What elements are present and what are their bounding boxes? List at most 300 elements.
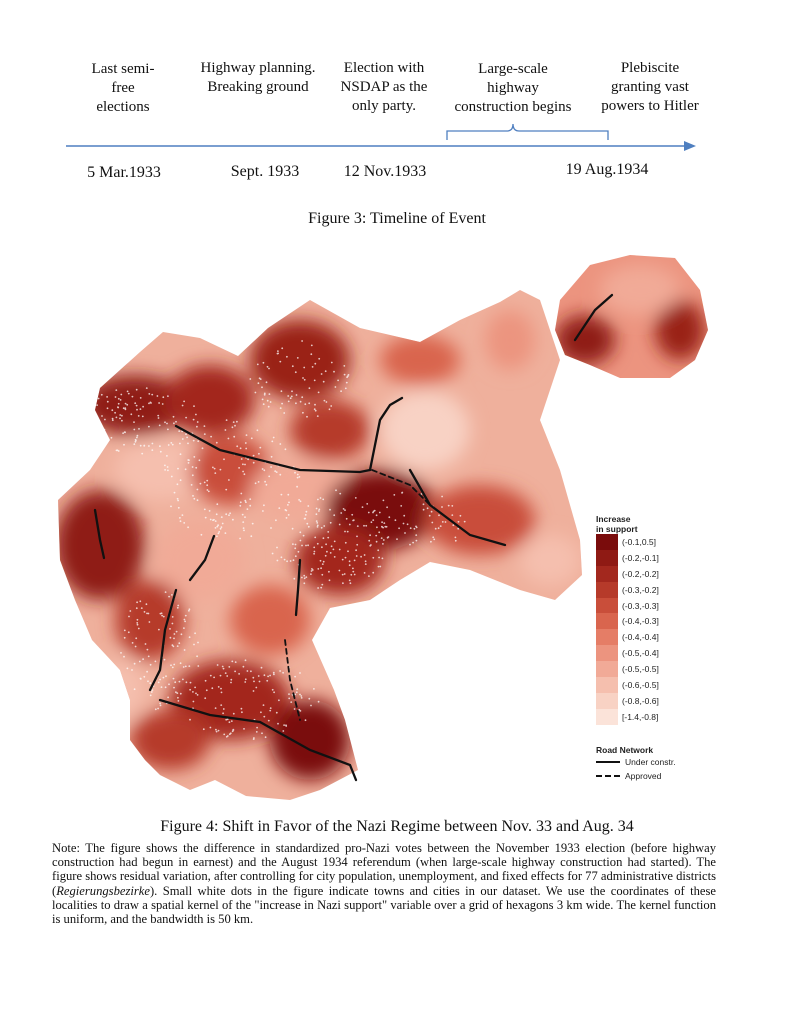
town-dot (192, 474, 194, 476)
town-dot (107, 407, 109, 409)
town-dot (276, 712, 278, 714)
town-dot (460, 515, 462, 517)
town-dot (195, 467, 197, 469)
map-legend (596, 514, 676, 783)
town-dot (269, 710, 271, 712)
town-dot (333, 549, 335, 551)
town-dot (140, 408, 142, 410)
town-dot (170, 664, 172, 666)
town-dot (441, 496, 443, 498)
town-dot (347, 375, 349, 377)
town-dot (383, 539, 385, 541)
town-dot (243, 530, 245, 532)
town-dot (203, 728, 205, 730)
town-dot (179, 681, 181, 683)
town-dot (345, 557, 347, 559)
town-dot (206, 480, 208, 482)
legend-bin (596, 598, 676, 614)
town-dot (241, 711, 243, 713)
legend-bin (596, 693, 676, 709)
town-dot (111, 437, 113, 439)
town-dot (302, 377, 304, 379)
town-dot (220, 704, 222, 706)
town-dot (228, 438, 230, 440)
town-dot (245, 678, 247, 680)
town-dot (193, 701, 195, 703)
town-dot (173, 422, 175, 424)
town-dot (403, 515, 405, 517)
town-dot (211, 687, 213, 689)
town-dot (270, 401, 272, 403)
town-dot (231, 720, 233, 722)
town-dot (464, 521, 466, 523)
town-dot (309, 387, 311, 389)
event-plebiscite: Plebiscite granting vast powers to Hitler (601, 60, 699, 114)
town-dot (349, 560, 351, 562)
town-dot (234, 425, 236, 427)
town-dot (132, 396, 134, 398)
town-dot (458, 521, 460, 523)
town-dot (381, 521, 383, 523)
town-dot (243, 527, 245, 529)
town-dot (210, 727, 212, 729)
town-dot (123, 407, 125, 409)
town-dot (438, 514, 440, 516)
town-dot (226, 736, 228, 738)
town-dot (318, 358, 320, 360)
town-dot (173, 678, 175, 680)
town-dot (193, 644, 195, 646)
town-dot (303, 535, 305, 537)
event-highway-planning: Highway planning. Breaking ground (200, 60, 316, 95)
town-dot (269, 393, 271, 395)
town-dot (200, 483, 202, 485)
town-dot (194, 687, 196, 689)
town-dot (318, 392, 320, 394)
town-dot (409, 544, 411, 546)
town-dot (314, 363, 316, 365)
town-dot (301, 396, 303, 398)
town-dot (285, 510, 287, 512)
town-dot (115, 396, 117, 398)
town-dot (262, 468, 264, 470)
town-dot (378, 531, 380, 533)
town-dot (368, 540, 370, 542)
town-dot (288, 698, 290, 700)
town-dot (279, 443, 281, 445)
town-dot (255, 482, 257, 484)
town-dot (320, 587, 322, 589)
town-dot (98, 398, 100, 400)
town-dot (181, 633, 183, 635)
town-dot (133, 421, 135, 423)
town-dot (132, 642, 134, 644)
town-dot (363, 525, 365, 527)
town-dot (313, 547, 315, 549)
town-dot (281, 403, 283, 405)
town-dot (345, 542, 347, 544)
town-dot (165, 591, 167, 593)
legend-bin-label: [-1.4,-0.8] (622, 711, 659, 722)
town-dot (320, 567, 322, 569)
town-dot (267, 676, 269, 678)
town-dot (149, 682, 151, 684)
town-dot (188, 459, 190, 461)
town-dot (429, 515, 431, 517)
town-dot (229, 512, 231, 514)
figure4-caption: Figure 4: Shift in Favor of the Nazi Regime between Nov. 33 and Aug. 34 (160, 818, 634, 835)
town-dot (294, 547, 296, 549)
town-dot (298, 709, 300, 711)
town-dot (208, 491, 210, 493)
town-dot (372, 572, 374, 574)
town-dot (369, 545, 371, 547)
town-dot (306, 416, 308, 418)
town-dot (101, 415, 103, 417)
town-dot (136, 409, 138, 411)
town-dot (177, 697, 179, 699)
town-dot (233, 713, 235, 715)
town-dot (288, 401, 290, 403)
town-dot (247, 670, 249, 672)
town-dot (263, 704, 265, 706)
town-dot (210, 519, 212, 521)
town-dot (440, 525, 442, 527)
town-dot (379, 566, 381, 568)
legend-bin-label: (-0.5,-0.4] (622, 648, 659, 659)
town-dot (158, 402, 160, 404)
town-dot (120, 399, 122, 401)
town-dot (149, 621, 151, 623)
town-dot (296, 394, 298, 396)
town-dot (244, 464, 246, 466)
town-dot (225, 429, 227, 431)
town-dot (352, 568, 354, 570)
town-dot (364, 572, 366, 574)
town-dot (184, 621, 186, 623)
town-dot (335, 386, 337, 388)
town-dot (164, 465, 166, 467)
town-dot (343, 365, 345, 367)
town-dot (274, 470, 276, 472)
town-dot (317, 526, 319, 528)
town-dot (283, 724, 285, 726)
town-dot (372, 557, 374, 559)
town-dot (386, 526, 388, 528)
town-dot (169, 628, 171, 630)
town-dot (297, 357, 299, 359)
town-dot (246, 434, 248, 436)
legend-bin-label: (-0.2,-0.1] (622, 552, 659, 563)
town-dot (261, 732, 263, 734)
town-dot (330, 522, 332, 524)
town-dot (174, 492, 176, 494)
town-dot (342, 582, 344, 584)
town-dot (133, 429, 135, 431)
town-dot (307, 544, 309, 546)
town-dot (329, 579, 331, 581)
town-dot (295, 371, 297, 373)
town-dot (220, 528, 222, 530)
town-dot (250, 535, 252, 537)
town-dot (325, 543, 327, 545)
town-dot (193, 456, 195, 458)
town-dot (168, 596, 170, 598)
town-dot (173, 687, 175, 689)
town-dot (372, 512, 374, 514)
town-dot (134, 402, 136, 404)
town-dot (299, 672, 301, 674)
town-dot (240, 501, 242, 503)
town-dot (207, 489, 209, 491)
town-dot (94, 432, 96, 434)
town-dot (310, 705, 312, 707)
town-dot (238, 467, 240, 469)
town-dot (345, 388, 347, 390)
town-dot (263, 403, 265, 405)
town-dot (183, 627, 185, 629)
town-dot (214, 468, 216, 470)
town-dot (241, 458, 243, 460)
town-dot (268, 720, 270, 722)
town-dot (349, 524, 351, 526)
town-dot (306, 511, 308, 513)
town-dot (263, 716, 265, 718)
date-nov-1933: 12 Nov.1933 (343, 163, 427, 180)
town-dot (197, 499, 199, 501)
town-dot (112, 418, 114, 420)
town-dot (204, 425, 206, 427)
legend-swatch (596, 566, 618, 582)
town-dot (176, 692, 178, 694)
town-dot (257, 429, 259, 431)
town-dot (213, 677, 215, 679)
town-dot (161, 686, 163, 688)
town-dot (263, 362, 265, 364)
town-dot (318, 701, 320, 703)
town-dot (177, 607, 179, 609)
town-dot (383, 522, 385, 524)
town-dot (195, 693, 197, 695)
town-dot (333, 371, 335, 373)
town-dot (379, 512, 381, 514)
town-dot (268, 368, 270, 370)
town-dot (262, 510, 264, 512)
town-dot (196, 655, 198, 657)
town-dot (204, 482, 206, 484)
town-dot (213, 519, 215, 521)
town-dot (249, 378, 251, 380)
legend-bin (596, 566, 676, 582)
solid-line-icon (596, 761, 620, 763)
town-dot (256, 727, 258, 729)
town-dot (395, 519, 397, 521)
town-dot (217, 664, 219, 666)
town-dot (315, 410, 317, 412)
town-dot (160, 705, 162, 707)
town-dot (334, 556, 336, 558)
town-dot (288, 502, 290, 504)
town-dot (376, 514, 378, 516)
town-dot (349, 580, 351, 582)
town-dot (216, 503, 218, 505)
town-dot (225, 672, 227, 674)
town-dot (186, 437, 188, 439)
town-dot (197, 440, 199, 442)
town-dot (167, 395, 169, 397)
town-dot (344, 374, 346, 376)
town-dot (368, 512, 370, 514)
town-dot (268, 476, 270, 478)
town-dot (300, 401, 302, 403)
town-dot (136, 389, 138, 391)
town-dot (164, 469, 166, 471)
town-dot (387, 537, 389, 539)
town-dot (135, 439, 137, 441)
town-dot (286, 356, 288, 358)
town-dot (225, 719, 227, 721)
town-dot (111, 409, 113, 411)
town-dot (271, 441, 273, 443)
town-dot (311, 568, 313, 570)
town-dot (253, 738, 255, 740)
town-dot (128, 616, 130, 618)
town-dot (193, 440, 195, 442)
town-dot (121, 420, 123, 422)
town-dot (278, 507, 280, 509)
town-dot (220, 675, 222, 677)
town-dot (337, 380, 339, 382)
town-dot (128, 631, 130, 633)
town-dot (206, 689, 208, 691)
town-dot (117, 449, 119, 451)
town-dot (174, 633, 176, 635)
town-dot (157, 708, 159, 710)
town-dot (340, 390, 342, 392)
town-dot (268, 406, 270, 408)
town-dot (322, 499, 324, 501)
town-dot (258, 382, 260, 384)
town-dot (214, 472, 216, 474)
town-dot (148, 445, 150, 447)
town-dot (393, 494, 395, 496)
town-dot (112, 419, 114, 421)
town-dot (356, 536, 358, 538)
legend-swatch (596, 613, 618, 629)
town-dot (135, 646, 137, 648)
town-dot (176, 631, 178, 633)
town-dot (160, 451, 162, 453)
town-dot (230, 679, 232, 681)
town-dot (404, 532, 406, 534)
town-dot (215, 527, 217, 529)
town-dot (328, 571, 330, 573)
town-dot (183, 666, 185, 668)
town-dot (295, 555, 297, 557)
town-dot (177, 645, 179, 647)
town-dot (173, 664, 175, 666)
town-dot (305, 719, 307, 721)
town-dot (322, 563, 324, 565)
town-dot (195, 414, 197, 416)
town-dot (201, 534, 203, 536)
town-dot (321, 584, 323, 586)
town-dot (457, 528, 459, 530)
town-dot (177, 605, 179, 607)
figure-note (52, 841, 716, 926)
town-dot (163, 616, 165, 618)
town-dot (165, 675, 167, 677)
town-dot (287, 395, 289, 397)
town-dot (182, 438, 184, 440)
town-dot (298, 499, 300, 501)
town-dot (318, 510, 320, 512)
town-dot (296, 486, 298, 488)
town-dot (188, 462, 190, 464)
town-dot (430, 541, 432, 543)
town-dot (316, 522, 318, 524)
town-dot (242, 514, 244, 516)
town-dot (258, 453, 260, 455)
town-dot (172, 623, 174, 625)
town-dot (253, 455, 255, 457)
town-dot (133, 443, 135, 445)
town-dot (283, 412, 285, 414)
town-dot (294, 472, 296, 474)
date-aug-1934: 19 Aug.1934 (565, 161, 649, 178)
town-dot (290, 397, 292, 399)
town-dot (291, 396, 293, 398)
town-dot (135, 441, 137, 443)
town-dot (197, 665, 199, 667)
town-dot (210, 675, 212, 677)
town-dot (155, 708, 157, 710)
town-dot (190, 682, 192, 684)
town-dot (279, 361, 281, 363)
town-dot (347, 531, 349, 533)
town-dot (148, 656, 150, 658)
town-dot (216, 731, 218, 733)
town-dot (331, 545, 333, 547)
legend-bins (596, 534, 676, 725)
town-dot (352, 571, 354, 573)
town-dot (162, 403, 164, 405)
town-dot (279, 670, 281, 672)
town-dot (317, 499, 319, 501)
town-dot (197, 642, 199, 644)
town-dot (173, 638, 175, 640)
town-dot (340, 512, 342, 514)
town-dot (175, 421, 177, 423)
town-dot (232, 519, 234, 521)
town-dot (455, 537, 457, 539)
town-dot (304, 518, 306, 520)
town-dot (157, 415, 159, 417)
town-dot (88, 427, 90, 429)
town-dot (314, 404, 316, 406)
town-dot (130, 413, 132, 415)
town-dot (344, 531, 346, 533)
town-dot (180, 453, 182, 455)
town-dot (357, 525, 359, 527)
town-dot (151, 691, 153, 693)
town-dot (321, 527, 323, 529)
town-dot (325, 370, 327, 372)
town-dot (164, 659, 166, 661)
town-dot (258, 481, 260, 483)
town-dot (304, 577, 306, 579)
town-dot (323, 537, 325, 539)
